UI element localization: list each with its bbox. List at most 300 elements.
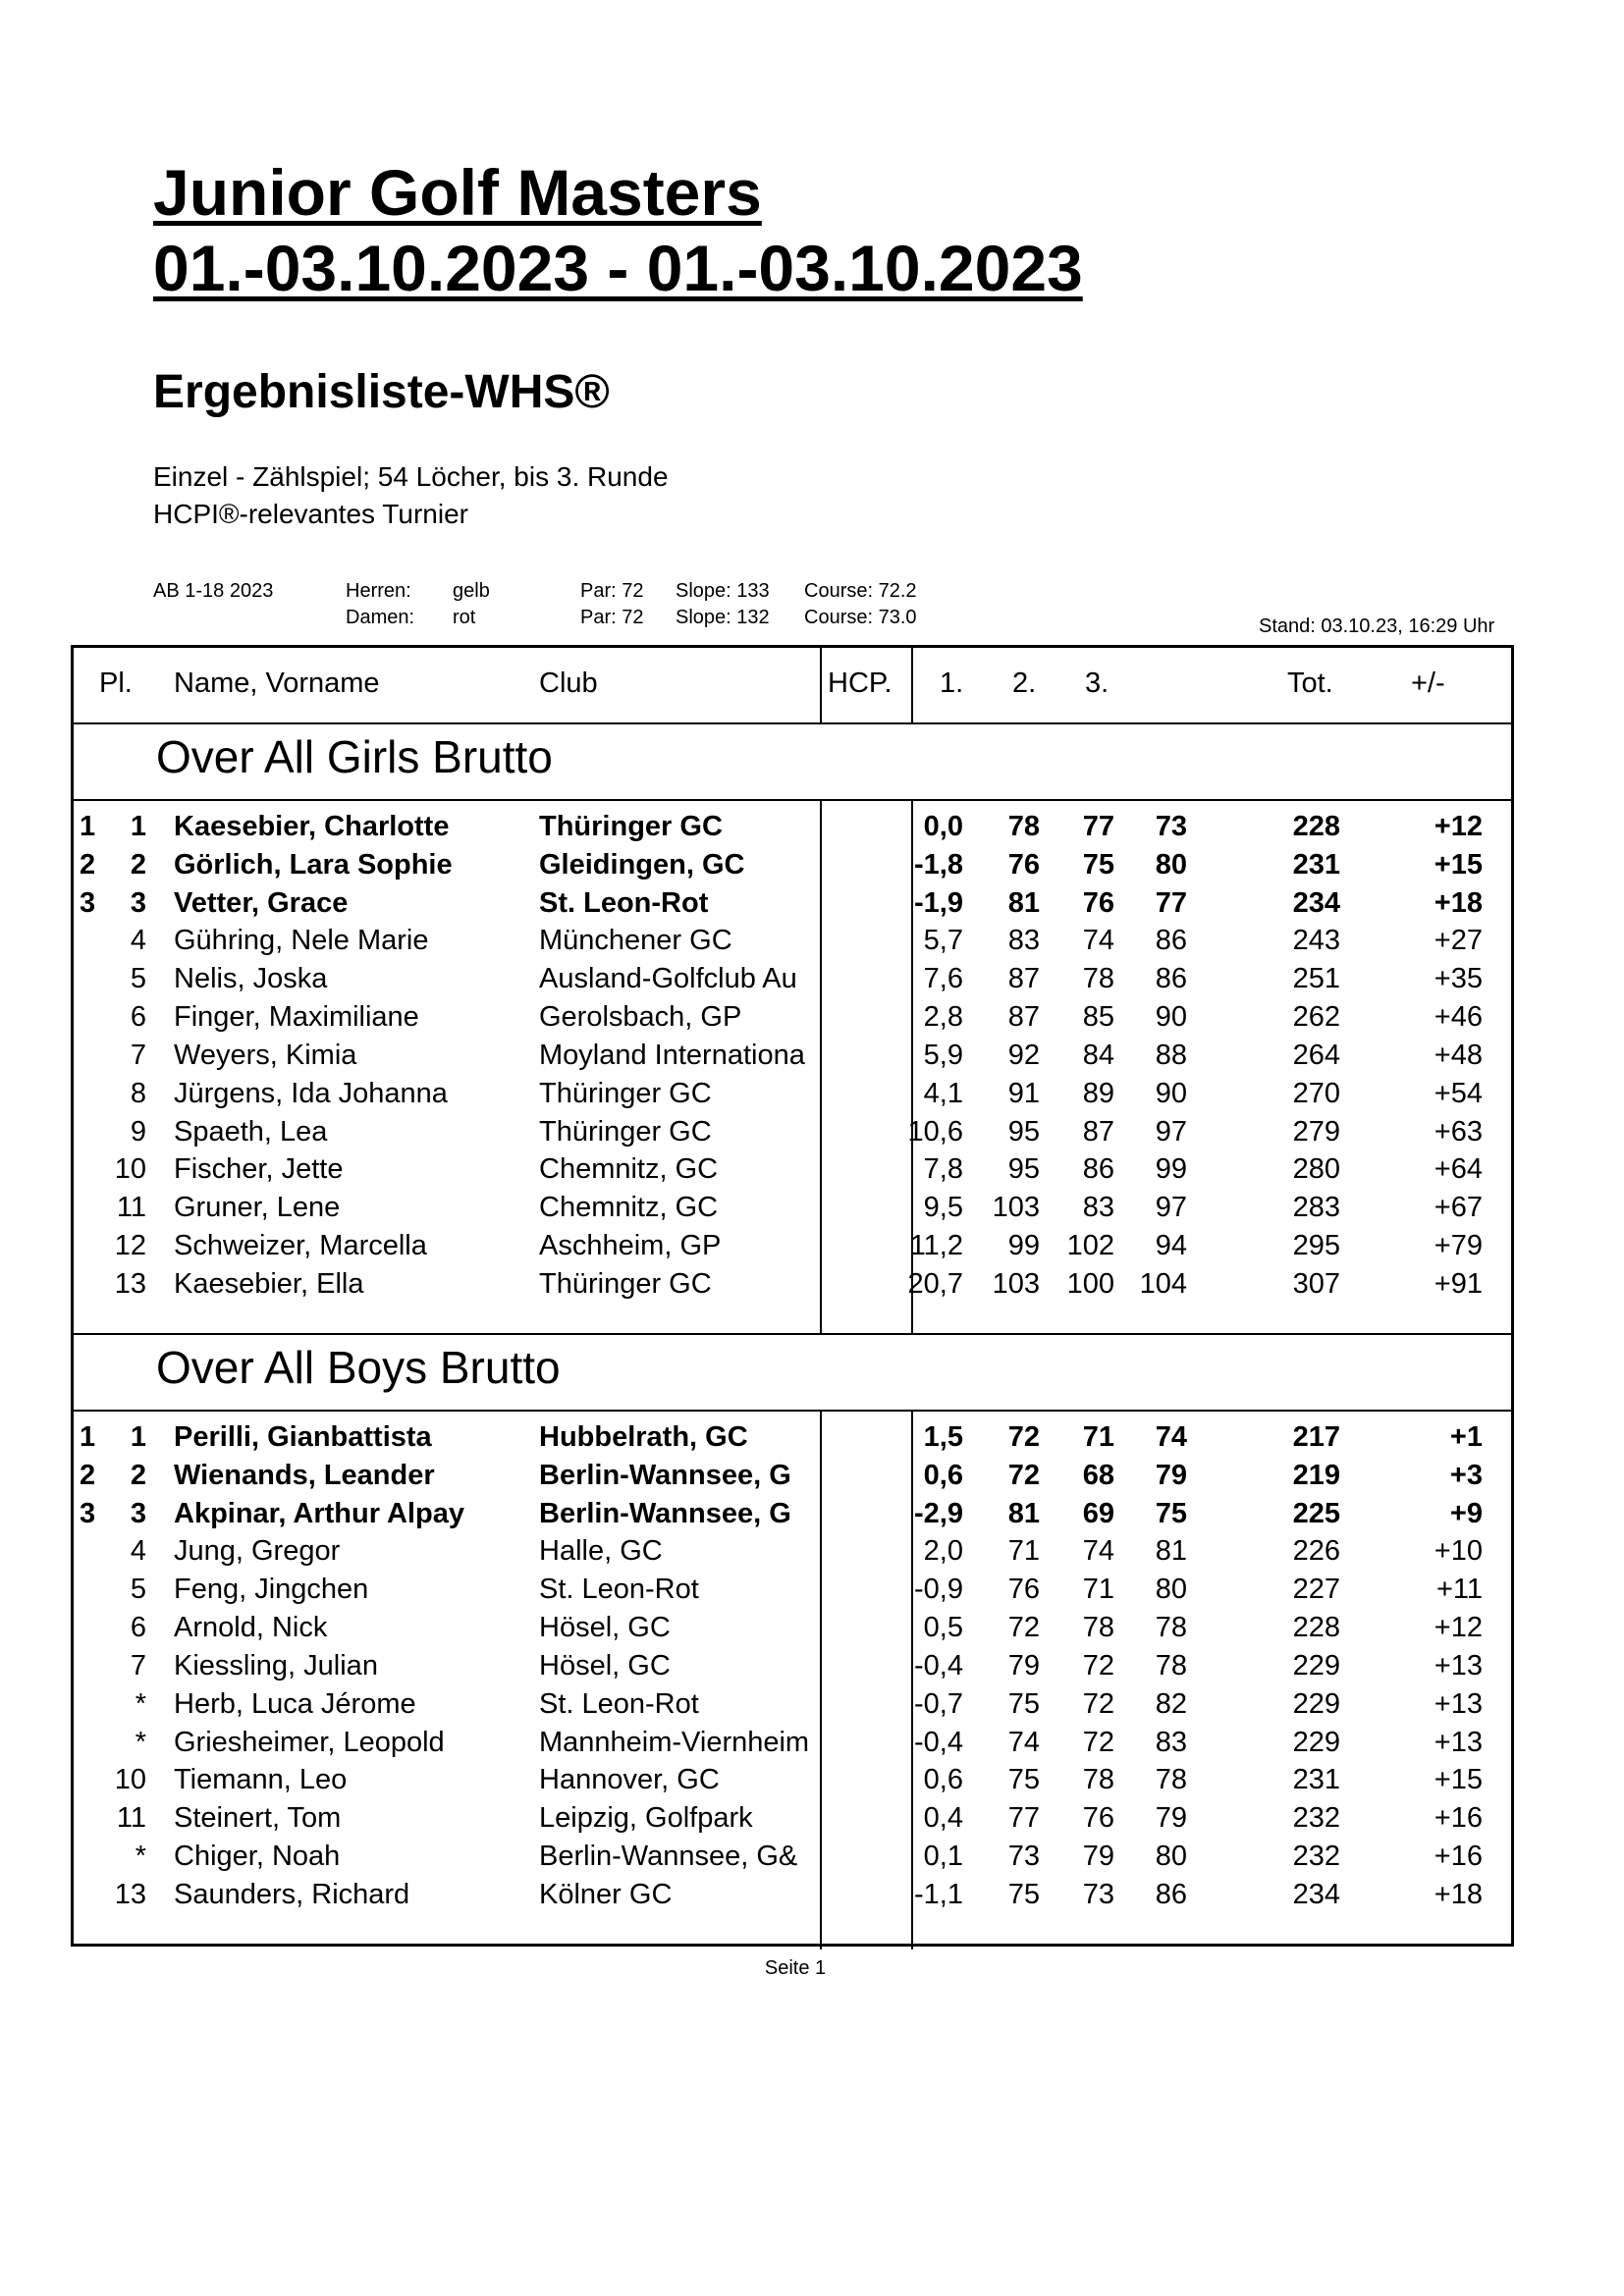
round-3-cell: 83 [1155, 1727, 1187, 1758]
round-2-cell: 68 [1082, 1460, 1114, 1491]
damen-tee: rot [453, 607, 476, 628]
round-1-cell: 81 [1007, 887, 1040, 919]
round-3-cell: 74 [1155, 1421, 1187, 1453]
total-cell: 295 [1292, 1230, 1340, 1261]
divider [74, 722, 1511, 724]
total-cell: 217 [1292, 1421, 1340, 1453]
rank-cell: 12 [114, 1230, 146, 1261]
rank-cell: 11 [116, 1802, 146, 1834]
placing-cell: 3 [80, 887, 96, 919]
total-cell: 225 [1292, 1498, 1340, 1529]
player-name-cell: Perilli, Gianbattista [174, 1421, 432, 1453]
rank-cell: 13 [114, 1268, 146, 1300]
player-name-cell: Griesheimer, Leopold [174, 1727, 445, 1758]
rank-cell: 2 [130, 1460, 146, 1491]
round-1-cell: 74 [1007, 1727, 1040, 1758]
header-diff: +/- [1411, 667, 1445, 699]
diff-cell: +11 [1435, 1574, 1483, 1605]
club-cell: St. Leon-Rot [539, 1574, 699, 1605]
round-1-cell: 103 [992, 1268, 1040, 1300]
hcp-cell: -1,9 [914, 887, 963, 919]
round-3-cell: 80 [1155, 1841, 1187, 1872]
club-cell: Hösel, GC [539, 1650, 671, 1682]
total-cell: 229 [1292, 1650, 1340, 1682]
rank-cell: 11 [116, 1192, 146, 1223]
round-1-cell: 78 [1007, 811, 1040, 842]
round-3-cell: 90 [1155, 1078, 1187, 1109]
divider [911, 648, 913, 722]
title-line-1: Junior Golf Masters [153, 156, 762, 229]
club-cell: Hösel, GC [539, 1612, 671, 1643]
diff-cell: +91 [1434, 1268, 1483, 1300]
table-row [74, 1647, 1511, 1685]
diff-cell: +13 [1434, 1727, 1483, 1758]
hcp-cell: 5,9 [923, 1040, 963, 1071]
round-1-cell: 75 [1007, 1688, 1040, 1720]
round-2-cell: 71 [1082, 1574, 1114, 1605]
herren-label: Herren: [346, 580, 411, 602]
results-table [71, 645, 1514, 1947]
table-row [74, 1227, 1511, 1265]
rank-cell: 13 [114, 1879, 146, 1910]
round-2-cell: 69 [1082, 1498, 1114, 1529]
round-2-cell: 84 [1082, 1040, 1114, 1071]
diff-cell: +15 [1434, 849, 1483, 881]
hcp-cell: 2,8 [923, 1001, 963, 1033]
player-name-cell: Steinert, Tom [174, 1802, 342, 1834]
club-cell: Hannover, GC [539, 1764, 720, 1795]
table-row [74, 922, 1511, 960]
header-name: Name, Vorname [174, 667, 380, 699]
player-name-cell: Saunders, Richard [174, 1879, 410, 1910]
hcp-cell: 20,7 [907, 1268, 963, 1300]
rank-cell: 6 [130, 1001, 146, 1033]
table-row [74, 1495, 1511, 1533]
player-name-cell: Nelis, Joska [174, 963, 328, 994]
total-cell: 231 [1292, 849, 1340, 881]
diff-cell: +27 [1434, 925, 1483, 956]
player-name-cell: Gühring, Nele Marie [174, 925, 429, 956]
round-2-cell: 78 [1082, 1764, 1114, 1795]
total-cell: 279 [1292, 1116, 1340, 1148]
club-cell: Münchener GC [539, 925, 732, 956]
table-row [74, 1457, 1511, 1495]
total-cell: 280 [1292, 1153, 1340, 1185]
club-cell: Ausland-Golfclub Au [539, 963, 797, 994]
player-name-cell: Tiemann, Leo [174, 1764, 348, 1795]
round-1-cell: 95 [1007, 1153, 1040, 1185]
club-cell: Mannheim-Viernheim [539, 1727, 810, 1758]
rank-cell: 3 [130, 887, 146, 919]
rank-cell: 4 [130, 925, 146, 956]
club-cell: Kölner GC [539, 1879, 673, 1910]
round-1-cell: 73 [1007, 1841, 1040, 1872]
hcp-cell: 0,0 [923, 811, 963, 842]
total-cell: 228 [1292, 811, 1340, 842]
round-3-cell: 80 [1155, 1574, 1187, 1605]
table-row [74, 1037, 1511, 1075]
hcp-cell: -2,9 [914, 1498, 963, 1529]
player-name-cell: Kiessling, Julian [174, 1650, 378, 1682]
club-cell: Chemnitz, GC [539, 1192, 719, 1223]
round-3-cell: 79 [1155, 1802, 1187, 1834]
round-1-cell: 95 [1007, 1116, 1040, 1148]
round-2-cell: 79 [1082, 1841, 1114, 1872]
round-3-cell: 99 [1155, 1153, 1187, 1185]
diff-cell: +9 [1449, 1498, 1483, 1529]
hcp-cell: -0,7 [914, 1688, 963, 1720]
round-3-cell: 75 [1155, 1498, 1187, 1529]
rank-cell: 10 [114, 1764, 146, 1795]
round-3-cell: 97 [1155, 1192, 1187, 1223]
round-3-cell: 97 [1155, 1116, 1187, 1148]
hcp-cell: 0,1 [923, 1841, 963, 1872]
player-name-cell: Kaesebier, Charlotte [174, 811, 450, 842]
player-name-cell: Feng, Jingchen [174, 1574, 369, 1605]
round-3-cell: 78 [1155, 1650, 1187, 1682]
header-club: Club [539, 667, 598, 699]
round-3-cell: 90 [1155, 1001, 1187, 1033]
table-row [74, 808, 1511, 846]
club-cell: Chemnitz, GC [539, 1153, 719, 1185]
hcp-cell: 0,6 [923, 1764, 963, 1795]
hcp-cell: -0,9 [914, 1574, 963, 1605]
hcp-cell: 0,5 [923, 1612, 963, 1643]
club-cell: Gerolsbach, GP [539, 1001, 742, 1033]
round-2-cell: 76 [1082, 1802, 1114, 1834]
table-row [74, 1418, 1511, 1457]
rank-cell: 7 [130, 1650, 146, 1682]
table-row [74, 1113, 1511, 1151]
total-cell: 283 [1292, 1192, 1340, 1223]
club-cell: Hubbelrath, GC [539, 1421, 748, 1453]
round-1-cell: 75 [1007, 1879, 1040, 1910]
player-name-cell: Wienands, Leander [174, 1460, 435, 1491]
round-3-cell: 77 [1155, 887, 1187, 919]
round-3-cell: 82 [1155, 1688, 1187, 1720]
club-cell: Moyland Internationa [539, 1040, 805, 1071]
round-2-cell: 74 [1082, 1535, 1114, 1567]
round-2-cell: 72 [1082, 1688, 1114, 1720]
player-name-cell: Finger, Maximiliane [174, 1001, 419, 1033]
table-row [74, 1876, 1511, 1914]
herren-par: Par: 72 [580, 580, 644, 602]
player-name-cell: Arnold, Nick [174, 1612, 328, 1643]
round-2-cell: 76 [1082, 887, 1114, 919]
herren-tee: gelb [453, 580, 490, 602]
diff-cell: +13 [1434, 1650, 1483, 1682]
round-3-cell: 104 [1139, 1268, 1187, 1300]
club-cell: Halle, GC [539, 1535, 663, 1567]
table-row [74, 884, 1511, 923]
club-cell: Berlin-Wannsee, G [539, 1460, 791, 1491]
round-2-cell: 87 [1082, 1116, 1114, 1148]
round-2-cell: 72 [1082, 1650, 1114, 1682]
rank-cell: 1 [130, 811, 146, 842]
player-name-cell: Gruner, Lene [174, 1192, 341, 1223]
diff-cell: +48 [1434, 1040, 1483, 1071]
player-name-cell: Herb, Luca Jérome [174, 1688, 416, 1720]
section-title-boys: Over All Boys Brutto [156, 1342, 561, 1393]
table-row [74, 1532, 1511, 1571]
round-1-cell: 72 [1007, 1612, 1040, 1643]
player-name-cell: Jürgens, Ida Johanna [174, 1078, 448, 1109]
round-1-cell: 87 [1007, 1001, 1040, 1033]
rank-cell: 4 [130, 1535, 146, 1567]
stand-timestamp: Stand: 03.10.23, 16:29 Uhr [1259, 615, 1495, 637]
total-cell: 243 [1292, 925, 1340, 956]
section-title-girls: Over All Girls Brutto [156, 731, 553, 782]
player-name-cell: Schweizer, Marcella [174, 1230, 427, 1261]
herren-course: Course: 72.2 [804, 580, 917, 602]
damen-label: Damen: [346, 607, 415, 628]
hcp-cell: -1,1 [914, 1879, 963, 1910]
round-2-cell: 75 [1082, 849, 1114, 881]
round-3-cell: 88 [1155, 1040, 1187, 1071]
divider [74, 1333, 1511, 1335]
damen-slope: Slope: 132 [676, 607, 770, 628]
diff-cell: +12 [1434, 811, 1483, 842]
round-2-cell: 89 [1082, 1078, 1114, 1109]
total-cell: 234 [1292, 887, 1340, 919]
round-1-cell: 81 [1007, 1498, 1040, 1529]
hcp-cell: 4,1 [923, 1078, 963, 1109]
club-cell: Thüringer GC [539, 1116, 712, 1148]
total-cell: 234 [1292, 1879, 1340, 1910]
table-row [74, 1189, 1511, 1227]
club-cell: Thüringer GC [539, 811, 723, 842]
total-cell: 251 [1292, 963, 1340, 994]
rank-cell: 5 [130, 963, 146, 994]
header-hcp: HCP. [828, 667, 893, 699]
round-1-cell: 76 [1007, 1574, 1040, 1605]
round-2-cell: 77 [1082, 811, 1114, 842]
round-3-cell: 80 [1155, 849, 1187, 881]
hcp-cell: -1,8 [914, 849, 963, 881]
placing-cell: 2 [80, 1460, 96, 1491]
round-1-cell: 92 [1007, 1040, 1040, 1071]
hcp-cell: 7,6 [923, 963, 963, 994]
round-2-cell: 78 [1082, 1612, 1114, 1643]
diff-cell: +15 [1434, 1764, 1483, 1795]
round-2-cell: 72 [1082, 1727, 1114, 1758]
title-line-2: 01.-03.10.2023 - 01.-03.10.2023 [153, 232, 1083, 304]
total-cell: 231 [1292, 1764, 1340, 1795]
diff-cell: +18 [1434, 1879, 1483, 1910]
divider [820, 648, 822, 722]
table-row [74, 960, 1511, 998]
rank-cell: 1 [130, 1421, 146, 1453]
hcp-cell: 1,5 [923, 1421, 963, 1453]
round-3-cell: 79 [1155, 1460, 1187, 1491]
club-cell: Thüringer GC [539, 1078, 712, 1109]
table-row [74, 846, 1511, 884]
round-2-cell: 83 [1082, 1192, 1114, 1223]
round-3-cell: 78 [1155, 1764, 1187, 1795]
diff-cell: +46 [1434, 1001, 1483, 1033]
total-cell: 232 [1292, 1802, 1340, 1834]
round-2-cell: 78 [1082, 963, 1114, 994]
divider [74, 1410, 1511, 1412]
player-name-cell: Görlich, Lara Sophie [174, 849, 453, 881]
round-1-cell: 76 [1007, 849, 1040, 881]
round-1-cell: 87 [1007, 963, 1040, 994]
total-cell: 226 [1292, 1535, 1340, 1567]
round-3-cell: 78 [1155, 1612, 1187, 1643]
round-3-cell: 94 [1155, 1230, 1187, 1261]
round-2-cell: 100 [1066, 1268, 1114, 1300]
round-3-cell: 86 [1155, 925, 1187, 956]
diff-cell: +12 [1434, 1612, 1483, 1643]
round-1-cell: 91 [1007, 1078, 1040, 1109]
table-row [74, 1265, 1511, 1304]
round-1-cell: 79 [1007, 1650, 1040, 1682]
round-1-cell: 77 [1007, 1802, 1040, 1834]
table-row [74, 1609, 1511, 1647]
placing-cell: 3 [80, 1498, 96, 1529]
rank-cell: * [135, 1688, 146, 1720]
diff-cell: +64 [1434, 1153, 1483, 1185]
round-1-cell: 99 [1007, 1230, 1040, 1261]
player-name-cell: Spaeth, Lea [174, 1116, 328, 1148]
hcp-cell: 10,6 [907, 1116, 963, 1148]
total-cell: 229 [1292, 1688, 1340, 1720]
round-1-cell: 75 [1007, 1764, 1040, 1795]
player-name-cell: Fischer, Jette [174, 1153, 344, 1185]
round-1-cell: 71 [1007, 1535, 1040, 1567]
header-round-3: 3. [1085, 667, 1110, 699]
player-name-cell: Akpinar, Arthur Alpay [174, 1498, 464, 1529]
diff-cell: +3 [1449, 1460, 1483, 1491]
hcp-cell: 5,7 [923, 925, 963, 956]
table-row [74, 1761, 1511, 1799]
damen-par: Par: 72 [580, 607, 644, 628]
divider [74, 799, 1511, 801]
header-round-2: 2. [1012, 667, 1037, 699]
total-cell: 219 [1292, 1460, 1340, 1491]
club-cell: Aschheim, GP [539, 1230, 722, 1261]
total-cell: 229 [1292, 1727, 1340, 1758]
hcp-cell: 11,2 [909, 1230, 963, 1261]
player-name-cell: Kaesebier, Ella [174, 1268, 364, 1300]
round-1-cell: 72 [1007, 1460, 1040, 1491]
hcp-cell: 9,5 [923, 1192, 963, 1223]
round-3-cell: 81 [1155, 1535, 1187, 1567]
round-2-cell: 73 [1082, 1879, 1114, 1910]
club-cell: Gleidingen, GC [539, 849, 745, 881]
diff-cell: +18 [1434, 887, 1483, 919]
diff-cell: +16 [1434, 1802, 1483, 1834]
header-round-1: 1. [940, 667, 964, 699]
damen-course: Course: 73.0 [804, 607, 917, 628]
rank-cell: * [135, 1727, 146, 1758]
hcp-cell: 0,6 [923, 1460, 963, 1491]
subtitle: Ergebnisliste-WHS® [153, 366, 610, 418]
placing-cell: 1 [80, 811, 96, 842]
table-row [74, 998, 1511, 1037]
table-row [74, 1075, 1511, 1113]
total-cell: 227 [1292, 1574, 1340, 1605]
hcp-cell: -0,4 [914, 1727, 963, 1758]
total-cell: 264 [1292, 1040, 1340, 1071]
club-cell: Berlin-Wannsee, G& [539, 1841, 798, 1872]
round-2-cell: 71 [1082, 1421, 1114, 1453]
diff-cell: +13 [1434, 1688, 1483, 1720]
table-row [74, 1799, 1511, 1838]
rank-cell: 6 [130, 1612, 146, 1643]
club-cell: St. Leon-Rot [539, 887, 709, 919]
club-cell: Thüringer GC [539, 1268, 712, 1300]
player-name-cell: Vetter, Grace [174, 887, 349, 919]
diff-cell: +10 [1434, 1535, 1483, 1567]
round-3-cell: 73 [1155, 811, 1187, 842]
rank-cell: 8 [130, 1078, 146, 1109]
rank-cell: * [135, 1841, 146, 1872]
player-name-cell: Jung, Gregor [174, 1535, 341, 1567]
round-1-cell: 72 [1007, 1421, 1040, 1453]
table-row [74, 1571, 1511, 1609]
round-3-cell: 86 [1155, 1879, 1187, 1910]
rank-cell: 7 [130, 1040, 146, 1071]
rank-cell: 10 [114, 1153, 146, 1185]
course-name: AB 1-18 2023 [153, 580, 274, 602]
rank-cell: 3 [130, 1498, 146, 1529]
round-2-cell: 85 [1082, 1001, 1114, 1033]
header-pl: Pl. [99, 667, 133, 699]
hcp-cell: 0,4 [923, 1802, 963, 1834]
player-name-cell: Chiger, Noah [174, 1841, 341, 1872]
total-cell: 228 [1292, 1612, 1340, 1643]
rank-cell: 2 [130, 849, 146, 881]
rank-cell: 9 [130, 1116, 146, 1148]
placing-cell: 2 [80, 849, 96, 881]
table-row [74, 1685, 1511, 1724]
round-3-cell: 86 [1155, 963, 1187, 994]
hcp-cell: -0,4 [914, 1650, 963, 1682]
diff-cell: +35 [1434, 963, 1483, 994]
round-2-cell: 86 [1082, 1153, 1114, 1185]
diff-cell: +1 [1449, 1421, 1483, 1453]
diff-cell: +67 [1434, 1192, 1483, 1223]
rank-cell: 5 [130, 1574, 146, 1605]
info-line-2: HCPI®-relevantes Turnier [153, 499, 468, 529]
club-cell: Leipzig, Golfpark [539, 1802, 753, 1834]
page-number: Seite 1 [764, 1957, 827, 1979]
total-cell: 262 [1292, 1001, 1340, 1033]
diff-cell: +63 [1434, 1116, 1483, 1148]
placing-cell: 1 [80, 1421, 96, 1453]
table-row [74, 1724, 1511, 1762]
hcp-cell: 2,0 [923, 1535, 963, 1567]
round-2-cell: 74 [1082, 925, 1114, 956]
total-cell: 270 [1292, 1078, 1340, 1109]
total-cell: 232 [1292, 1841, 1340, 1872]
diff-cell: +54 [1434, 1078, 1483, 1109]
round-1-cell: 103 [992, 1192, 1040, 1223]
table-row [74, 1150, 1511, 1189]
herren-slope: Slope: 133 [676, 580, 770, 602]
info-line-1: Einzel - Zählspiel; 54 Löcher, bis 3. Runde [153, 461, 669, 492]
player-name-cell: Weyers, Kimia [174, 1040, 357, 1071]
header-total: Tot. [1287, 667, 1333, 699]
club-cell: Berlin-Wannsee, G [539, 1498, 791, 1529]
diff-cell: +16 [1434, 1841, 1483, 1872]
round-2-cell: 102 [1066, 1230, 1114, 1261]
diff-cell: +79 [1434, 1230, 1483, 1261]
total-cell: 307 [1292, 1268, 1340, 1300]
round-1-cell: 83 [1007, 925, 1040, 956]
club-cell: St. Leon-Rot [539, 1688, 699, 1720]
